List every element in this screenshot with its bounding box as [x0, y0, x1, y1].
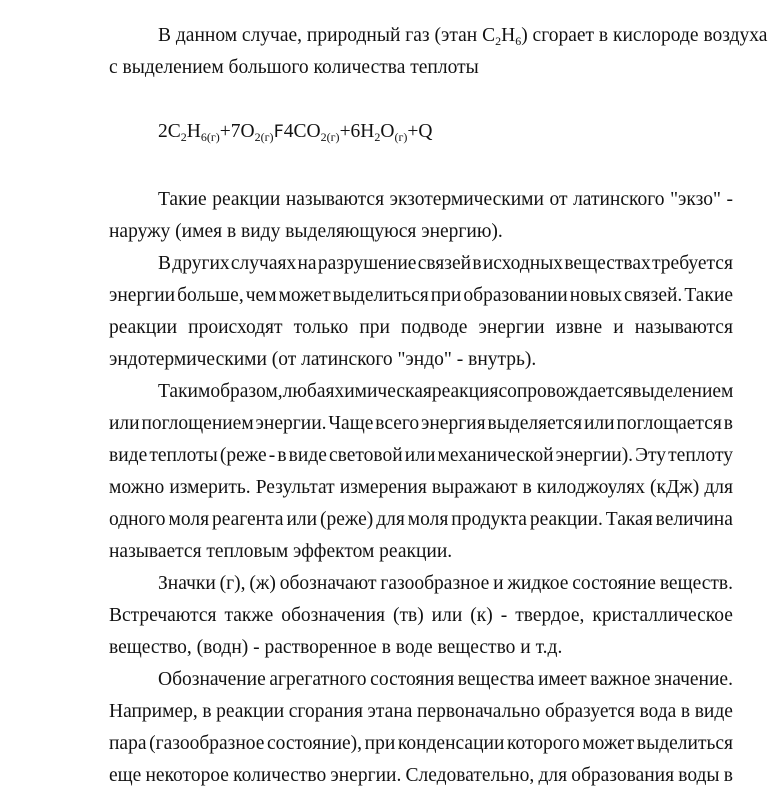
equation-term: +7O — [219, 121, 255, 142]
word: продукта — [451, 509, 527, 530]
word: образования — [571, 765, 675, 786]
word: сгорания — [288, 701, 363, 722]
word: подводе — [401, 317, 468, 338]
paragraph-2-line-2: наружу (имея в виду выделяющуюся энергию). — [109, 221, 503, 242]
paragraph-3-line-4: эндотермическими (от латинского "эндо" - внутрь). — [109, 349, 537, 370]
word: называются — [285, 189, 385, 210]
equation-term: 4CO — [283, 121, 321, 142]
paragraph-3-line-1 — [109, 248, 733, 280]
subscript: 2 — [180, 130, 187, 144]
word: твердое, — [515, 605, 585, 626]
word: разрушение — [317, 253, 417, 274]
word: Например, — [109, 701, 198, 722]
word: больше, — [177, 285, 244, 306]
word: в — [522, 477, 532, 498]
word: конденсации — [397, 733, 505, 754]
word: моля — [168, 509, 210, 530]
word: Значки — [158, 573, 216, 594]
equation-term: O — [380, 121, 395, 142]
combustion-equation — [158, 121, 433, 143]
word: выделяется — [487, 413, 583, 434]
word: (г), — [219, 573, 246, 594]
word: энергии). — [555, 445, 634, 466]
word: также — [224, 605, 274, 626]
word: - — [726, 189, 733, 210]
word: этана — [367, 701, 413, 722]
word: (тв) — [392, 605, 424, 626]
equation-term: +6H — [339, 121, 375, 142]
word: (ж) — [249, 573, 276, 594]
word: - — [500, 605, 508, 626]
paragraph-3-line-3 — [109, 312, 733, 344]
word: в — [472, 253, 482, 274]
word: (газообразное — [149, 733, 265, 754]
equation-term: H — [186, 121, 201, 142]
arrow-symbol: F — [273, 122, 284, 142]
word: обозначения — [281, 605, 385, 626]
word: всего — [375, 413, 420, 434]
word: поглощением — [141, 413, 254, 434]
paragraph-2-line-1 — [109, 184, 733, 216]
word: для — [376, 509, 405, 530]
word: или — [583, 413, 615, 434]
word: воды — [678, 765, 720, 786]
word: других — [172, 253, 230, 274]
word: важное — [590, 669, 651, 690]
word: теплоту — [668, 445, 733, 466]
word: которого — [506, 733, 580, 754]
text-line — [158, 20, 768, 52]
equation-term: 2C — [158, 121, 181, 142]
word: или — [286, 509, 318, 530]
word: величина — [655, 509, 733, 530]
word: на — [297, 253, 317, 274]
word: энергии. — [330, 765, 402, 786]
word: Результат — [255, 477, 335, 498]
word: реакции — [212, 189, 281, 210]
word: связей — [417, 253, 472, 274]
word: энергии — [478, 317, 545, 338]
word: Чаще — [328, 413, 374, 434]
word: Эту — [635, 445, 667, 466]
word: килоджоулях — [536, 477, 645, 498]
paragraph-6-line-1 — [109, 664, 733, 696]
word: в — [277, 445, 287, 466]
paragraph-3-line-2 — [109, 280, 733, 312]
word: световой — [329, 445, 403, 466]
word: имеет — [538, 669, 587, 690]
word: моля — [407, 509, 449, 530]
word: Следовательно, — [405, 765, 535, 786]
word: от — [549, 189, 568, 210]
word: в — [723, 413, 733, 434]
word: газообразное — [380, 573, 490, 594]
word: требуется — [652, 253, 733, 274]
word: реакции — [109, 317, 178, 338]
word: выделением — [632, 381, 734, 402]
paragraph-4-line-6: называется тепловым эффектом реакции. — [109, 541, 453, 562]
word: виде — [694, 701, 733, 722]
word: называются — [634, 317, 733, 338]
word: В — [158, 253, 172, 274]
paragraph-6-line-4 — [109, 760, 733, 792]
word: можно — [109, 477, 165, 498]
word: (реже) — [320, 509, 374, 530]
paragraph-4-line-4 — [109, 472, 733, 504]
word: происходят — [188, 317, 283, 338]
equation-term: +Q — [407, 121, 433, 142]
word: энергии — [109, 285, 176, 306]
word: может — [582, 733, 635, 754]
word: случаях — [230, 253, 297, 274]
word: первоначально — [416, 701, 541, 722]
word: "экзо" — [670, 189, 721, 210]
paragraph-4-line-1 — [109, 376, 733, 408]
word: новых — [569, 285, 623, 306]
word: (кДж) — [650, 477, 700, 498]
word: выражают — [431, 477, 518, 498]
paragraph-5-line-2 — [109, 600, 733, 632]
word: виде — [288, 445, 327, 466]
word: реакции — [216, 701, 285, 722]
word: агрегатного — [269, 669, 367, 690]
word: Таким — [158, 381, 211, 402]
subscript: 6(г) — [200, 130, 220, 144]
word: может — [278, 285, 331, 306]
word: при — [359, 317, 390, 338]
word: или — [109, 413, 140, 434]
paragraph-6-line-2 — [109, 696, 733, 728]
word: экзотермическими — [389, 189, 544, 210]
ethane-intro-part-1: В данном случае, природный газ (этан $C_2H_6$) сгорает в кислороде воздуха — [158, 25, 768, 48]
word: при — [430, 285, 462, 306]
word: значение. — [654, 669, 733, 690]
word: образом, — [210, 381, 283, 402]
paragraph-1-line-1 — [109, 20, 768, 52]
word: выделиться — [636, 733, 733, 754]
word: образовании — [463, 285, 568, 306]
word: поглощается — [616, 413, 722, 434]
word: реакции. — [529, 509, 603, 530]
word: реагента — [211, 509, 284, 530]
word: извне — [555, 317, 603, 338]
word: только — [293, 317, 349, 338]
word: некоторое — [145, 765, 229, 786]
word: состояние — [572, 573, 656, 594]
word: Встречаются — [109, 605, 217, 626]
word: измерения — [339, 477, 427, 498]
word: или — [431, 605, 463, 626]
word: механической — [437, 445, 554, 466]
word: жидкое — [507, 573, 569, 594]
word: чем — [245, 285, 277, 306]
subscript: 2 — [374, 130, 381, 144]
word: для — [704, 477, 733, 498]
paragraph-4-line-2 — [109, 408, 733, 440]
word: Такая — [605, 509, 653, 530]
word: Обозначение — [158, 669, 266, 690]
word: состояние), — [267, 733, 363, 754]
word: или — [404, 445, 436, 466]
word: в — [723, 765, 733, 786]
word: состояния — [370, 669, 455, 690]
word: образуется — [544, 701, 635, 722]
word: сопровождается — [498, 381, 633, 402]
word: виде — [109, 445, 148, 466]
word: количество — [233, 765, 327, 786]
paragraph-4-line-3 — [109, 440, 733, 472]
word: вода — [639, 701, 677, 722]
word: обозначают — [279, 573, 377, 594]
paragraph-4-line-5 — [109, 504, 733, 536]
word: Такие — [684, 285, 733, 306]
word: веществ. — [659, 573, 733, 594]
word: энергии. — [255, 413, 327, 434]
word: для — [538, 765, 568, 786]
word: латинского — [573, 189, 665, 210]
paragraph-5-line-3: вещество, (водн) - растворенное в воде вещество и т.д. — [109, 637, 563, 658]
word: и — [493, 573, 504, 594]
subscript: (г) — [394, 130, 408, 144]
word: одного — [109, 509, 166, 530]
word: вещества — [457, 669, 535, 690]
word: еще — [109, 765, 142, 786]
word: химическая — [334, 381, 432, 402]
subscript: 2(г) — [254, 130, 274, 144]
word: (к) — [470, 605, 493, 626]
word: пара — [109, 733, 147, 754]
word: выделиться — [332, 285, 429, 306]
word: энергия — [421, 413, 486, 434]
word: любая — [282, 381, 335, 402]
paragraph-6-line-3 — [109, 728, 733, 760]
word: веществах — [564, 253, 651, 274]
word: в — [202, 701, 212, 722]
word: теплоты — [149, 445, 218, 466]
word: Такие — [158, 189, 207, 210]
word: исходных — [482, 253, 564, 274]
word: связей. — [624, 285, 683, 306]
word: и — [613, 317, 624, 338]
paragraph-5-line-1 — [109, 568, 733, 600]
word: при — [364, 733, 396, 754]
subscript: 2(г) — [320, 130, 340, 144]
word: - — [268, 445, 276, 466]
word: измерить. — [169, 477, 251, 498]
word: кристаллическое — [592, 605, 733, 626]
word: (реже — [219, 445, 267, 466]
word: реакция — [431, 381, 499, 402]
paragraph-1-line-2: с выделением большого количества теплоты — [109, 57, 479, 78]
word: в — [680, 701, 691, 722]
